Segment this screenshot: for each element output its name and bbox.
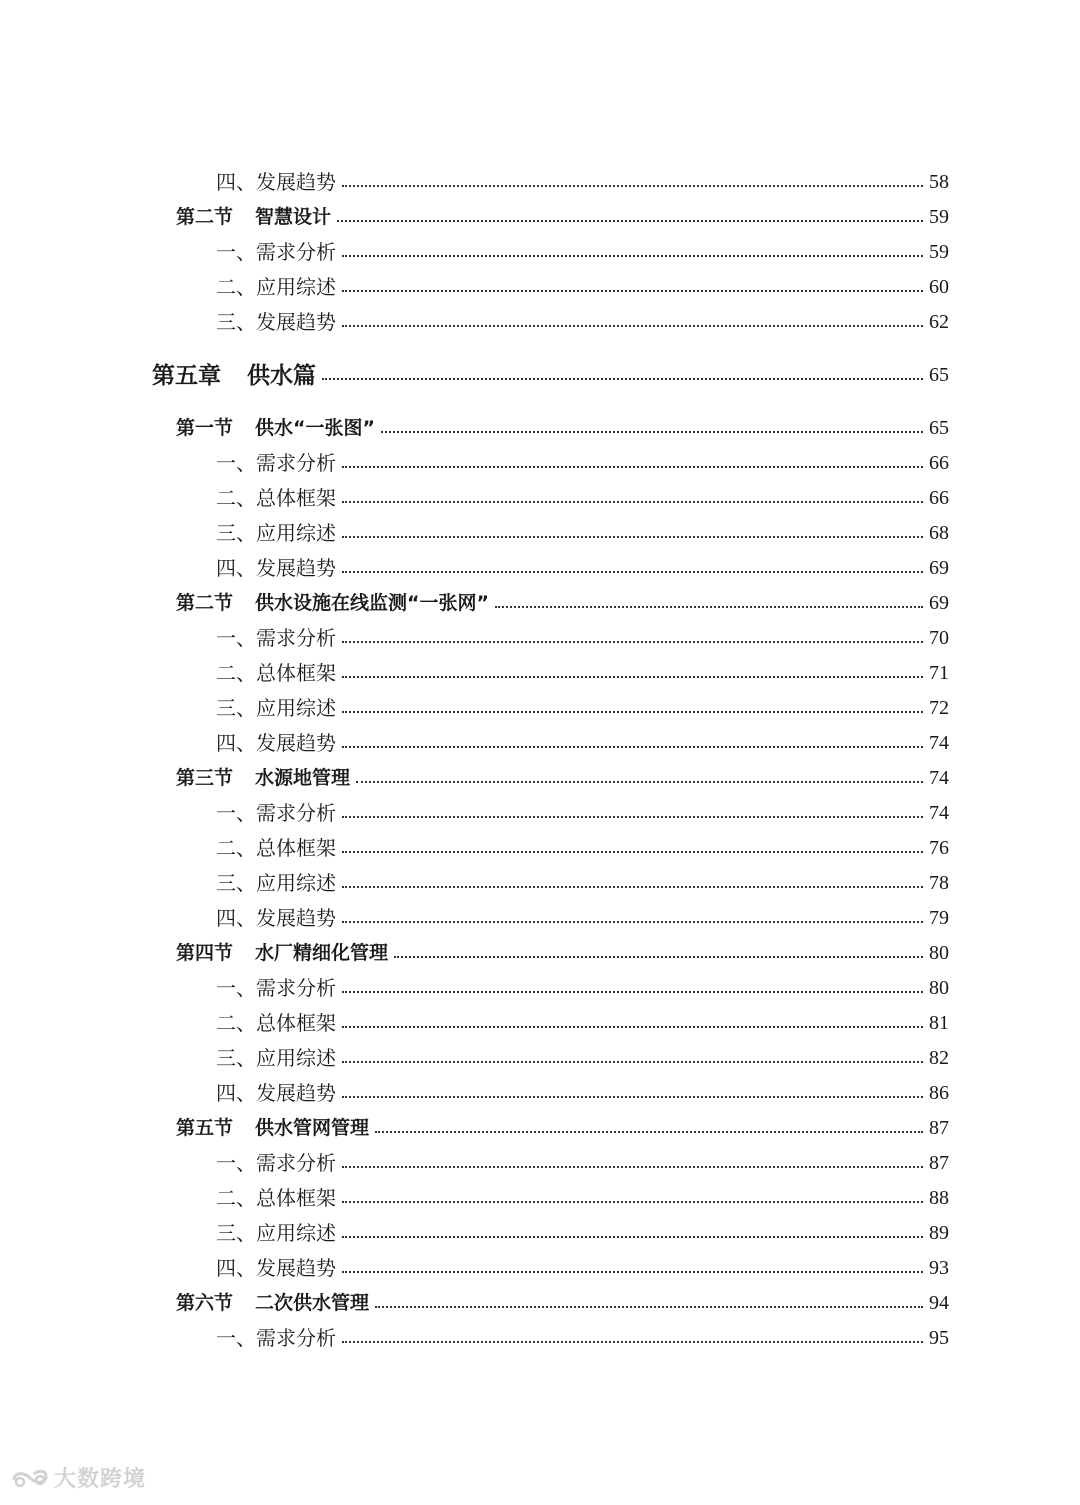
toc-entry-number: 一、 [216, 801, 256, 825]
toc-item-entry[interactable] [0, 551, 1080, 585]
toc-item-entry[interactable] [0, 1041, 1080, 1075]
toc-entry-number: 第四节 [176, 941, 234, 964]
toc-entry-number: 四、 [216, 906, 256, 930]
toc-entry-number: 三、 [216, 1221, 256, 1245]
toc-page-number: 80 [929, 977, 949, 999]
toc-entry-number: 一、 [216, 626, 256, 650]
toc-entry-title: 应用综述 [256, 275, 336, 299]
toc-entry-title: 总体框架 [256, 1011, 336, 1035]
toc-section-entry[interactable] [0, 1286, 1080, 1320]
toc-page-number: 80 [929, 942, 949, 964]
toc-entry-number: 一、 [216, 451, 256, 475]
toc-entry-number: 三、 [216, 1046, 256, 1070]
toc-page-number: 60 [929, 276, 949, 298]
toc-entry-title: 供水“一张图” [255, 416, 375, 439]
toc-entry-number: 二、 [216, 661, 256, 685]
toc-page-number: 65 [929, 417, 949, 439]
toc-entry-title: 总体框架 [256, 486, 336, 510]
toc-dot-leader [356, 781, 923, 783]
toc-entry-title: 需求分析 [256, 240, 336, 264]
toc-page-number: 65 [929, 364, 949, 386]
toc-entry-title: 发展趋势 [256, 556, 336, 580]
toc-page-number: 78 [929, 872, 949, 894]
toc-dot-leader [342, 1201, 923, 1203]
toc-page-number: 74 [929, 732, 949, 754]
toc-page-number: 66 [929, 452, 949, 474]
toc-section-entry[interactable] [0, 1111, 1080, 1145]
toc-page-number: 66 [929, 487, 949, 509]
toc-page-number: 62 [929, 311, 949, 333]
toc-page-number: 68 [929, 522, 949, 544]
toc-page-number: 76 [929, 837, 949, 859]
toc-entry-number: 三、 [216, 696, 256, 720]
toc-dot-leader [381, 431, 923, 433]
toc-page-number: 72 [929, 697, 949, 719]
toc-entry-title: 总体框架 [256, 661, 336, 685]
toc-section-entry[interactable] [0, 761, 1080, 795]
toc-entry-title: 发展趋势 [256, 310, 336, 334]
toc-entry-number: 四、 [216, 731, 256, 755]
toc-item-entry[interactable] [0, 446, 1080, 480]
toc-entry-title: 需求分析 [256, 451, 336, 475]
toc-dot-leader [342, 991, 923, 993]
toc-dot-leader [394, 956, 923, 958]
toc-entry-number: 第一节 [176, 416, 234, 439]
toc-entry-number: 第二节 [176, 591, 234, 614]
toc-item-entry[interactable] [0, 165, 1080, 199]
toc-page-number: 82 [929, 1047, 949, 1069]
toc-entry-title: 应用综述 [256, 871, 336, 895]
toc-page-number: 79 [929, 907, 949, 929]
toc-page-number: 69 [929, 592, 949, 614]
toc-dot-leader [342, 1061, 923, 1063]
toc-entry-number: 二、 [216, 1011, 256, 1035]
toc-dot-leader [342, 746, 923, 748]
toc-entry-title: 需求分析 [256, 801, 336, 825]
toc-dot-leader [342, 1096, 923, 1098]
toc-dot-leader [342, 501, 923, 503]
toc-item-entry[interactable] [0, 270, 1080, 304]
toc-dot-leader [342, 851, 923, 853]
toc-page-number: 86 [929, 1082, 949, 1104]
toc-entry-number: 第五章 [152, 361, 221, 389]
toc-item-entry[interactable] [0, 1181, 1080, 1215]
toc-dot-leader [322, 378, 923, 380]
toc-page-number: 70 [929, 627, 949, 649]
toc-entry-number: 二、 [216, 836, 256, 860]
toc-item-entry[interactable] [0, 1006, 1080, 1040]
toc-entry-number: 四、 [216, 170, 256, 194]
toc-item-entry[interactable] [0, 831, 1080, 865]
toc-entry-title: 水源地管理 [255, 766, 351, 789]
toc-entry-number: 三、 [216, 310, 256, 334]
toc-dot-leader [342, 711, 923, 713]
toc-entry-title: 发展趋势 [256, 170, 336, 194]
toc-page-number: 81 [929, 1012, 949, 1034]
toc-item-entry[interactable] [0, 305, 1080, 339]
toc-dot-leader [342, 571, 923, 573]
toc-entry-title: 总体框架 [256, 836, 336, 860]
toc-entry-title: 需求分析 [256, 1151, 336, 1175]
toc-item-entry[interactable] [0, 1146, 1080, 1180]
toc-entry-number: 第二节 [176, 205, 234, 228]
toc-entry-title: 应用综述 [256, 696, 336, 720]
toc-dot-leader [375, 1306, 923, 1308]
toc-dot-leader [495, 606, 923, 608]
toc-dot-leader [342, 1271, 923, 1273]
toc-entry-title: 水厂精细化管理 [255, 941, 389, 964]
toc-item-entry[interactable] [0, 796, 1080, 830]
toc-page-number: 93 [929, 1257, 949, 1279]
toc-dot-leader [375, 1131, 923, 1133]
toc-dot-leader [337, 220, 923, 222]
toc-dot-leader [342, 536, 923, 538]
toc-entry-number: 第五节 [176, 1116, 234, 1139]
toc-page-number: 59 [929, 206, 949, 228]
toc-dot-leader [342, 290, 923, 292]
toc-entry-title: 二次供水管理 [255, 1291, 370, 1314]
toc-entry-title: 发展趋势 [256, 731, 336, 755]
toc-item-entry[interactable] [0, 656, 1080, 690]
toc-entry-title: 供水设施在线监测“一张网” [255, 591, 489, 614]
watermark [10, 1462, 146, 1493]
toc-entry-number: 一、 [216, 240, 256, 264]
toc-dot-leader [342, 1166, 923, 1168]
toc-page-number: 87 [929, 1117, 949, 1139]
toc-section-entry[interactable] [0, 200, 1080, 234]
toc-page-number: 74 [929, 802, 949, 824]
toc-entry-title: 需求分析 [256, 626, 336, 650]
toc-entry-title: 应用综述 [256, 521, 336, 545]
toc-item-entry[interactable] [0, 1216, 1080, 1250]
toc-section-entry[interactable] [0, 586, 1080, 620]
toc-entry-number: 一、 [216, 1151, 256, 1175]
toc-item-entry[interactable] [0, 726, 1080, 760]
toc-dot-leader [342, 676, 923, 678]
toc-entry-title: 需求分析 [256, 976, 336, 1000]
toc-item-entry[interactable] [0, 1076, 1080, 1110]
toc-item-entry[interactable] [0, 516, 1080, 550]
toc-section-entry[interactable] [0, 936, 1080, 970]
toc-entry-title: 发展趋势 [256, 906, 336, 930]
toc-entry-title: 应用综述 [256, 1046, 336, 1070]
toc-dot-leader [342, 255, 923, 257]
toc-entry-title: 需求分析 [256, 1326, 336, 1350]
toc-entry-number: 第六节 [176, 1291, 234, 1314]
watermark-text: 大数跨境 [54, 1467, 147, 1492]
toc-dot-leader [342, 1341, 923, 1343]
toc-page-number: 94 [929, 1292, 949, 1314]
toc-item-entry[interactable] [0, 1251, 1080, 1285]
toc-item-entry[interactable] [0, 235, 1080, 269]
toc-entry-number: 四、 [216, 1256, 256, 1280]
toc-page-number: 89 [929, 1222, 949, 1244]
toc-entry-number: 一、 [216, 1326, 256, 1350]
toc-page-number: 58 [929, 171, 949, 193]
toc-entry-number: 二、 [216, 275, 256, 299]
toc-entry-number: 一、 [216, 976, 256, 1000]
toc-dot-leader [342, 1236, 923, 1238]
toc-dot-leader [342, 921, 923, 923]
toc-entry-number: 二、 [216, 1186, 256, 1210]
toc-dot-leader [342, 466, 923, 468]
toc-entry-title: 应用综述 [256, 1221, 336, 1245]
toc-entry-number: 第三节 [176, 766, 234, 789]
toc-page-number: 71 [929, 662, 949, 684]
toc-page-number: 95 [929, 1327, 949, 1349]
toc-dot-leader [342, 1026, 923, 1028]
toc-section-entry[interactable] [0, 411, 1080, 445]
toc-dot-leader [342, 185, 923, 187]
toc-entry-title: 供水篇 [247, 361, 316, 389]
toc-dot-leader [342, 816, 923, 818]
toc-entry-number: 三、 [216, 521, 256, 545]
toc-entry-title: 发展趋势 [256, 1081, 336, 1105]
toc-entry-title: 供水管网管理 [255, 1116, 370, 1139]
toc-entry-number: 四、 [216, 556, 256, 580]
toc-entry-number: 二、 [216, 486, 256, 510]
toc-entry-number: 三、 [216, 871, 256, 895]
toc-entry-title: 发展趋势 [256, 1256, 336, 1280]
toc-item-entry[interactable] [0, 866, 1080, 900]
toc-dot-leader [342, 325, 923, 327]
toc-entry-number: 四、 [216, 1081, 256, 1105]
toc-page-number: 69 [929, 557, 949, 579]
infinity-logo-icon [10, 1466, 50, 1490]
toc-page-number: 88 [929, 1187, 949, 1209]
toc-page-number: 59 [929, 241, 949, 263]
toc-item-entry[interactable] [0, 691, 1080, 725]
toc-item-entry[interactable] [0, 621, 1080, 655]
toc-item-entry[interactable] [0, 971, 1080, 1005]
toc-item-entry[interactable] [0, 901, 1080, 935]
toc-entry-title: 总体框架 [256, 1186, 336, 1210]
toc-chapter-entry[interactable] [0, 358, 1080, 392]
toc-item-entry[interactable] [0, 481, 1080, 515]
toc-item-entry[interactable] [0, 1321, 1080, 1355]
toc-page-number: 87 [929, 1152, 949, 1174]
toc-dot-leader [342, 886, 923, 888]
toc-entry-title: 智慧设计 [255, 205, 332, 228]
toc-page-number: 74 [929, 767, 949, 789]
toc-dot-leader [342, 641, 923, 643]
